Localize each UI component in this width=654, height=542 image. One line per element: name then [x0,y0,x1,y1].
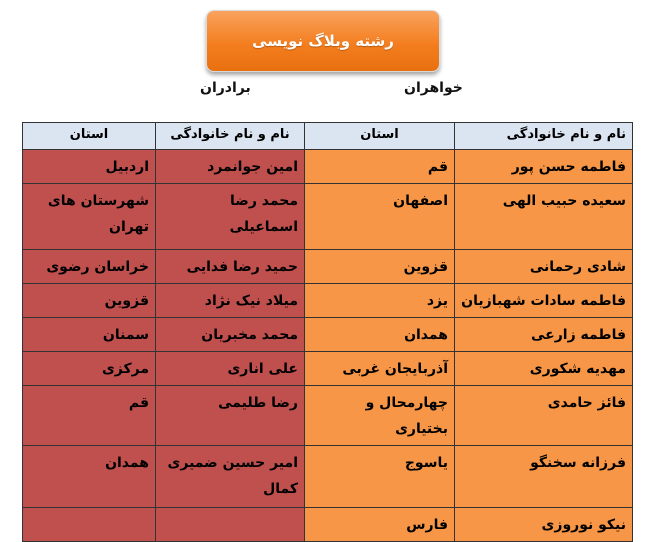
title-text: رشته وبلاگ نویسی [252,32,394,50]
sister-name: فاطمه حسن پور [455,150,633,184]
table-row [23,446,633,508]
sister-province: قم [305,150,455,184]
participants-table [22,122,633,542]
title-banner [206,10,440,72]
table-row [23,352,633,386]
brother-name: محمد مخبریان [156,318,305,352]
sister-province: آذربایجان غربی [305,352,455,386]
sister-name: شادی رحمانی [455,250,633,284]
sister-name: فاطمه سادات شهبازیان [455,284,633,318]
sister-province: اصفهان [305,184,455,250]
brother-province: قزوین [23,284,156,318]
table-row [23,184,633,250]
sisters-label: خواهران [404,80,463,96]
table-row [23,150,633,184]
table-row [23,250,633,284]
sister-name: مهدیه شکوری [455,352,633,386]
table-row [23,284,633,318]
sister-province: فارس [305,508,455,542]
sister-name: سعیده حبیب الهی [455,184,633,250]
table-row [23,386,633,446]
brother-province [23,508,156,542]
sister-name: فرزانه سخنگو [455,446,633,508]
brother-name: علی اناری [156,352,305,386]
sister-province: چهارمحال و بختیاری [305,386,455,446]
sister-name: نیکو نوروزی [455,508,633,542]
brother-province: مرکزی [23,352,156,386]
brother-name: محمد رضا اسماعیلی [156,184,305,250]
brother-province: خراسان رضوی [23,250,156,284]
sister-province: یاسوج [305,446,455,508]
brother-name: حمید رضا فدایی [156,250,305,284]
brother-province: قم [23,386,156,446]
table-row [23,318,633,352]
table-header-row [23,123,633,150]
header-sisters-name: نام و نام خانوادگی [455,123,633,150]
brother-name: رضا طلیمی [156,386,305,446]
brother-name: امیر حسین ضمیری کمال [156,446,305,508]
sister-province: همدان [305,318,455,352]
sister-province: یزد [305,284,455,318]
brothers-label: برادران [200,80,251,96]
brother-name: امین جوانمرد [156,150,305,184]
table-row [23,508,633,542]
sister-province: قزوین [305,250,455,284]
header-brothers-province: استان [23,123,156,150]
brother-province: همدان [23,446,156,508]
sister-name: فاطمه زارعی [455,318,633,352]
brother-province: شهرستان های تهران [23,184,156,250]
header-sisters-province: استان [305,123,455,150]
brother-name [156,508,305,542]
brother-name: میلاد نیک نژاد [156,284,305,318]
sister-name: فائز حامدی [455,386,633,446]
brother-province: سمنان [23,318,156,352]
brother-province: اردبیل [23,150,156,184]
header-brothers-name: نام و نام خانوادگی [156,123,305,150]
